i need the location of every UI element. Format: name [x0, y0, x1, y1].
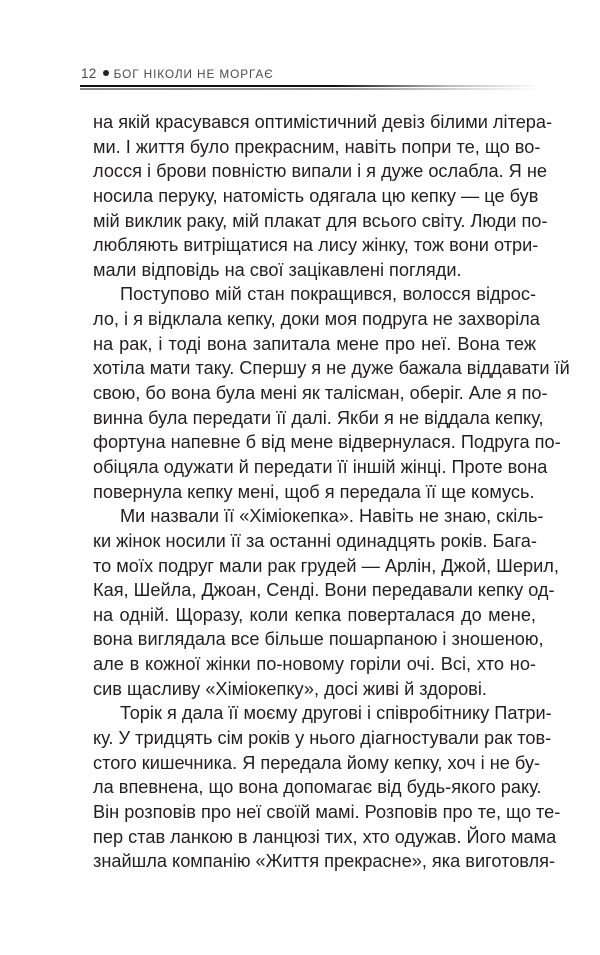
text-line: повернула кепку мені, щоб я передала її ще комусь.: [93, 481, 535, 502]
text-line: на одній. Щоразу, коли кепка поверталася до мене,: [93, 604, 536, 625]
text-line: носила перуку, натомість одягала цю кепку — це був: [93, 185, 539, 206]
paragraph: [93, 110, 553, 282]
text-line: на рак, і тоді вона запитала мене про неї. Вона теж: [93, 333, 536, 354]
header-rule-thin: [80, 88, 540, 90]
text-line: на якій красувався оптимістичний девіз білими літера-: [93, 112, 553, 132]
text-line: хотіла мати таку. Спершу я не дуже бажала віддавати їй: [93, 358, 570, 379]
paragraph: [93, 282, 570, 504]
text-line: любляють витріщатися на лису жінку, тож вони отри-: [93, 235, 539, 256]
text-line: свою, бо вона була мені як талісман, оберіг. Але я по-: [93, 383, 548, 404]
text-line: але в кожної жінки по-новому горіли очі. Всі, хто но-: [93, 654, 536, 675]
paragraph: [93, 504, 559, 701]
text-line: ла впевнена, що вона допомагає від будь-якого раку.: [93, 777, 542, 798]
text-line: ло, і я відклала кепку, доки моя подруга не захворіла: [93, 309, 540, 330]
text-line: Ми назвали її «Хіміокепка». Навіть не знаю, скіль-: [120, 506, 544, 527]
book-title: БОГ НІКОЛИ НЕ МОРГАЄ: [113, 66, 274, 81]
running-head: [81, 66, 274, 81]
text-line: сив щасливу «Хіміокепку», досі живі й здорові.: [93, 678, 487, 699]
text-line: стого кишечника. Я передала йому кепку, хоч і не бу-: [93, 752, 541, 773]
text-line: винна була передати її далі. Якби я не віддала кепку,: [93, 407, 544, 428]
bullet-icon: [103, 70, 109, 76]
text-line: то моїх подруг мали рак грудей — Арлін, Джой, Шерил,: [93, 555, 559, 576]
text-line: мали відповідь на свої зацікавлені погляди.: [93, 259, 462, 280]
text-line: Торік я дала її моєму другові і співробітнику Патри-: [120, 703, 552, 724]
header-rule-thick: [80, 85, 540, 87]
text-line: Кая, Шейла, Джоан, Сенді. Вони передавали кепку од-: [93, 580, 555, 601]
text-line: Він розповів про неї своїй мамі. Розповів про те, що те-: [93, 801, 561, 822]
text-line: ми. І життя було прекрасним, навіть попри те, що во-: [93, 136, 541, 157]
text-line: знайшла компанію «Життя прекрасне», яка виготовля-: [93, 851, 556, 872]
header-rule: [80, 85, 540, 90]
text-line: вона виглядала все більше пошарпаною і зношеною,: [93, 629, 544, 650]
body-text: [93, 110, 570, 874]
paragraph: [93, 701, 561, 873]
text-line: Поступово мій стан покращився, волосся відрос-: [120, 284, 536, 305]
text-line: пер став ланкою в ланцюзі тих, хто одужав. Його мама: [93, 826, 557, 847]
text-line: ки жінок носили її за останні одинадцять років. Бага-: [93, 530, 537, 551]
text-line: ку. У тридцять сім років у нього діагностували рак тов-: [93, 728, 552, 749]
page-number: 12: [81, 66, 97, 81]
text-line: лосся і брови повністю випали і я дуже ослабла. Я не: [93, 161, 548, 182]
text-line: обіцяла одужати й передати її іншій жінці. Проте вона: [93, 456, 548, 477]
text-line: фортуна напевне б від мене відвернулася. Подруга по-: [93, 432, 561, 453]
text-line: мій виклик раку, мій плакат для всього світу. Люди по-: [93, 210, 548, 231]
